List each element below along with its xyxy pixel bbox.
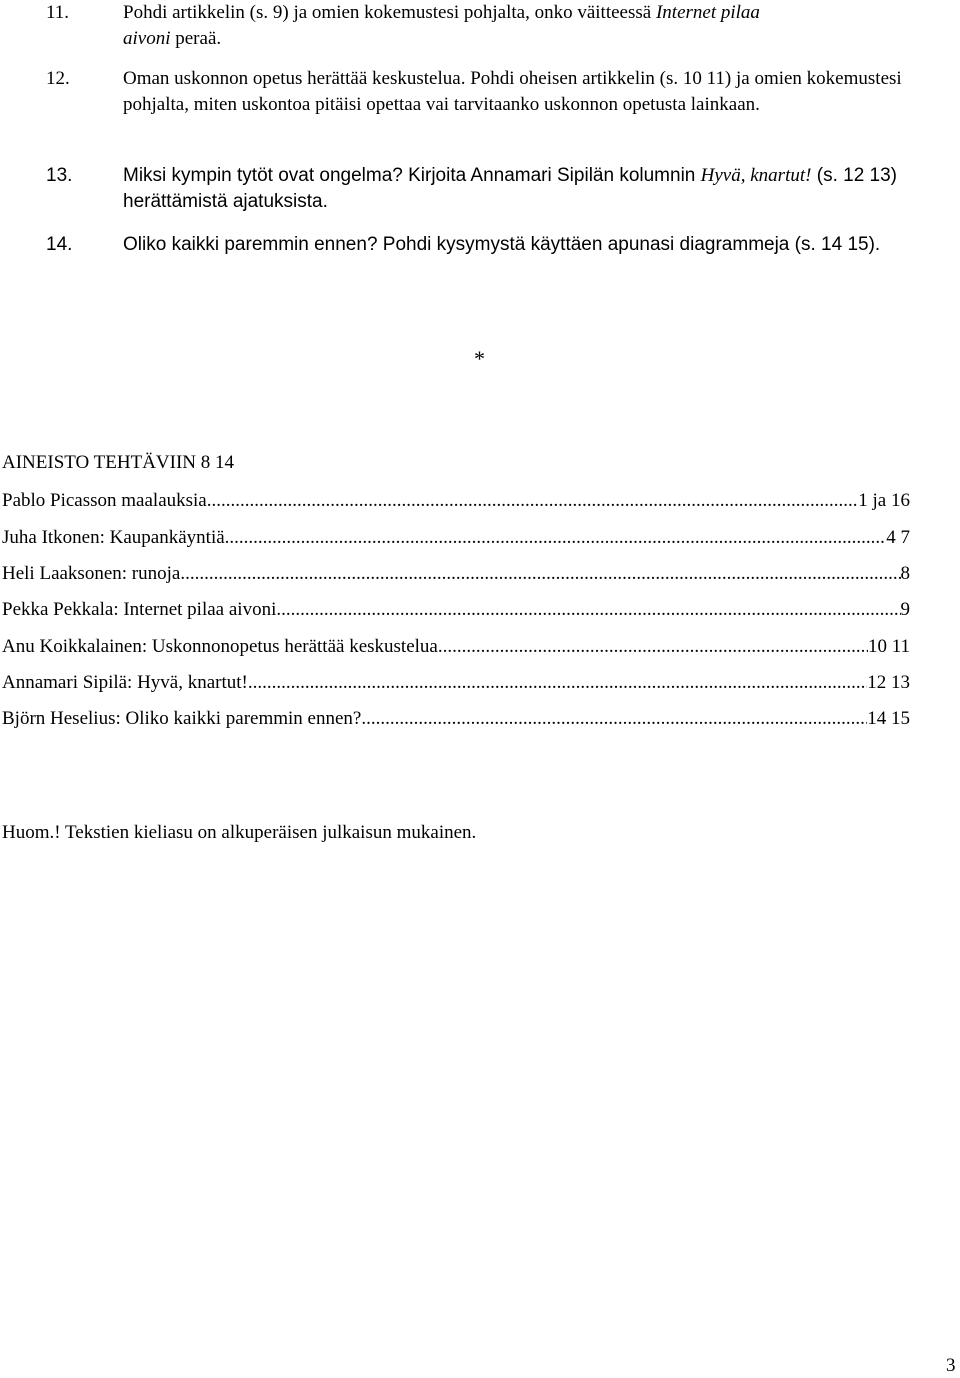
toc-entry-pages: 9 [900, 599, 910, 620]
toc-entry-pages: 1 ja 16 [858, 490, 910, 511]
toc-entry [2, 598, 910, 622]
toc-leader [180, 562, 900, 586]
toc-entry-title: Björn Heselius: Oliko kaikki paremmin ennen? [2, 708, 362, 729]
question-14 [0, 232, 930, 258]
toc-entry [2, 562, 910, 586]
toc-entry-pages: 4 7 [886, 527, 910, 548]
question-number: 11. [46, 2, 70, 23]
page-number: 3 [946, 1355, 956, 1376]
question-13 [0, 163, 930, 215]
toc-leader [225, 526, 887, 550]
question-number: 14. [46, 234, 73, 255]
toc-entry [2, 671, 910, 695]
toc-entry-pages: 14 15 [867, 708, 910, 729]
toc-heading: AINEISTO TEHTÄVIIN 8 14 [2, 452, 235, 473]
question-11 [0, 0, 930, 52]
toc-entry-title: Annamari Sipilä: Hyvä, knartut! [2, 672, 248, 693]
toc-entry-title: Juha Itkonen: Kaupankäyntiä [2, 527, 225, 548]
toc-entry-pages: 10 11 [867, 636, 910, 657]
question-text: Pohdi artikkelin (s. 9) ja omien kokemustesi pohjalta, onko väitteessä Internet pilaa aivoni peraä. [123, 2, 760, 49]
question-number: 13. [46, 165, 73, 186]
toc-leader [207, 489, 859, 513]
toc-entry-title: Heli Laaksonen: runoja [2, 563, 181, 584]
question-text: Oliko kaikki paremmin ennen? Pohdi kysymystä käyttäen apunasi diagrammeja (s. 14 15). [123, 234, 881, 255]
toc-entry [2, 707, 910, 731]
toc-entry-title: Pablo Picasson maalauksia [2, 490, 207, 511]
question-text: Oman uskonnon opetus herättää keskustelua. Pohdi oheisen artikkelin (s. 10 11) ja omien kokemustesi pohjalta, miten uskontoa pitäisi opettaa vai tarvitaanko uskonnon opetusta lainkaan. [123, 68, 902, 115]
toc-entry-pages: 12 13 [867, 672, 910, 693]
toc-entry-pages: 8 [900, 563, 910, 584]
toc-entry [2, 489, 910, 513]
toc-leader [276, 598, 900, 622]
toc-entry-title: Anu Koikkalainen: Uskonnonopetus herättää keskustelua [2, 636, 438, 657]
toc-entry [2, 526, 910, 550]
toc-leader [438, 635, 868, 659]
toc-leader [361, 707, 867, 731]
toc-entry-title: Pekka Pekkala: Internet pilaa aivoni [2, 599, 277, 620]
question-12 [0, 66, 930, 118]
toc-leader [248, 671, 867, 695]
question-number: 12. [46, 68, 70, 89]
language-note: Huom.! Tekstien kieliasu on alkuperäisen julkaisun mukainen. [2, 822, 477, 843]
question-text: Miksi kympin tytöt ovat ongelma? Kirjoita Annamari Sipilän kolumnin Hyvä, knartut! (s. 12 13) herättämistä ajatuksista. [123, 165, 898, 212]
section-separator: * [474, 346, 485, 371]
toc-entry [2, 635, 910, 659]
